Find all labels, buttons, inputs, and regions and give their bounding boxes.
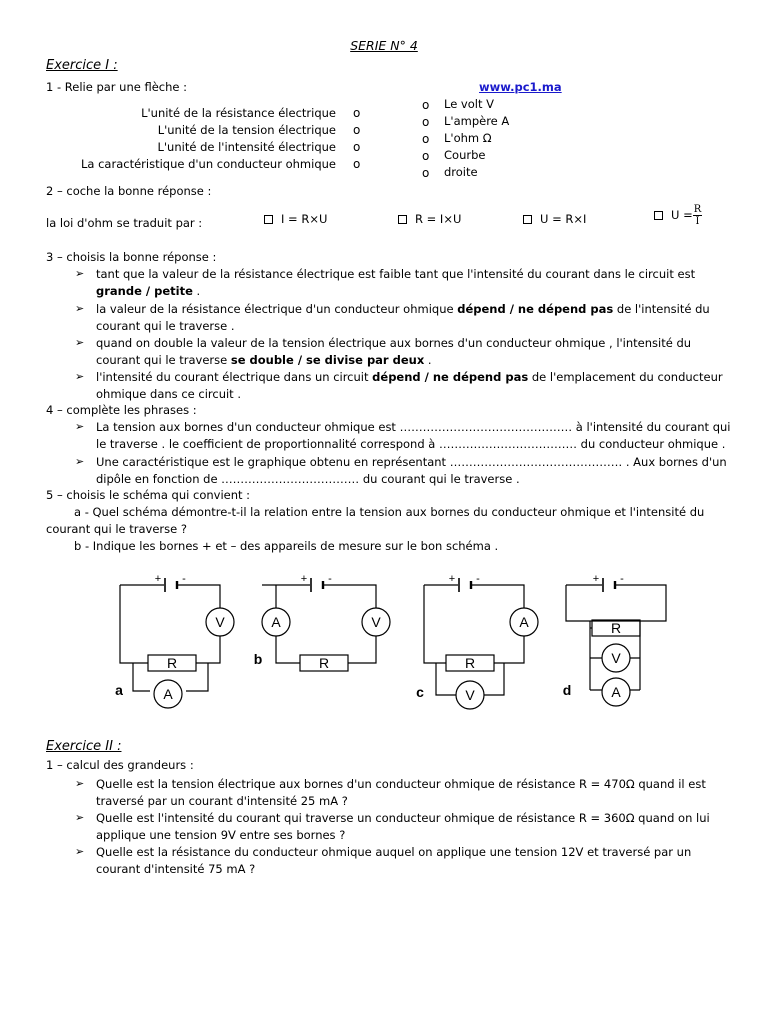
match-point[interactable]: o <box>422 115 430 129</box>
page-title: SERIE N° 4 <box>350 38 418 53</box>
fraction-r-over-i: $\frac{R}{I}$ <box>693 204 702 227</box>
match-point[interactable]: o <box>353 157 361 171</box>
ex2-question: Quelle est l'intensité du courant qui traverse un conducteur ohmique de résistance R = 360Ω quand on lui applique une tension 9V entre ses bornes ? <box>96 811 710 842</box>
bullet-icon: ➢ <box>75 777 85 790</box>
circuit-c <box>424 578 538 709</box>
bullet-icon: ➢ <box>75 811 85 824</box>
plus-sign: + <box>592 573 600 585</box>
resistor-label: R <box>464 655 476 671</box>
bullet-icon: ➢ <box>75 336 85 349</box>
circuit-label-b: b <box>253 651 263 667</box>
circuit-label-a: a <box>115 682 123 698</box>
match-point[interactable]: o <box>353 106 361 120</box>
minus-sign: - <box>476 573 480 585</box>
q4-item: La tension aux bornes d'un conducteur ohmique est ……………………………………… à l'intensité du courant qui le traverse . le coefficient de proportionnalité correspond à ……………………………… du conducteur ohmique . <box>96 420 731 451</box>
plus-sign: + <box>448 573 456 585</box>
ex2-question: Quelle est la tension électrique aux bornes d'un conducteur ohmique de résistance R = 470Ω quand il est traversé par un courant d'intensité 25 mA ? <box>96 777 706 808</box>
match-left-item: La caractéristique d'un conducteur ohmique <box>81 157 336 171</box>
circuit-a <box>120 578 234 708</box>
q4-label: 4 – complète les phrases : <box>46 403 197 417</box>
q1-label: 1 - Relie par une flèche : <box>46 80 188 94</box>
option-1[interactable]: I = R×U <box>264 212 327 226</box>
q3-item: tant que la valeur de la résistance électrique est faible tant que l'intensité du courant dans le circuit est grande / petite . <box>96 267 696 298</box>
match-right-item: droite <box>444 165 478 179</box>
q3-item: l'intensité du courant électrique dans un circuit dépend / ne dépend pas de l'emplacement du conducteur ohmique dans ce circuit . <box>96 370 723 401</box>
bullet-icon: ➢ <box>75 845 85 858</box>
minus-sign: - <box>620 573 624 585</box>
voltmeter-label: V <box>465 687 475 703</box>
q3-label: 3 – choisis la bonne réponse : <box>46 250 217 264</box>
resistor-label: R <box>166 655 178 671</box>
q2-prompt: la loi d'ohm se traduit par : <box>46 216 203 230</box>
circuit-label-d: d <box>562 682 572 698</box>
match-right-item: Le volt V <box>444 97 495 111</box>
ammeter-label: A <box>519 614 529 630</box>
match-point[interactable]: o <box>422 98 430 112</box>
circuit-diagrams <box>0 565 768 725</box>
bullet-icon: ➢ <box>75 302 85 315</box>
voltmeter-label: V <box>215 614 225 630</box>
match-point[interactable]: o <box>353 123 361 137</box>
ammeter-label: A <box>611 684 621 700</box>
checkbox[interactable] <box>398 215 407 224</box>
q2-label: 2 – coche la bonne réponse : <box>46 184 212 198</box>
match-left-item: L'unité de la résistance électrique <box>141 106 336 120</box>
q5-label: 5 – choisis le schéma qui convient : <box>46 488 251 502</box>
match-left-item: L'unité de l'intensité électrique <box>157 140 336 154</box>
match-point[interactable]: o <box>422 132 430 146</box>
checkbox[interactable] <box>654 211 663 220</box>
minus-sign: - <box>182 573 186 585</box>
q3-item: quand on double la valeur de la tension électrique aux bornes d'un conducteur ohmique , l'intensité du courant qui le traverse se double / se divise par deux . <box>96 336 692 367</box>
voltmeter-label: V <box>371 614 381 630</box>
checkbox[interactable] <box>523 215 532 224</box>
resistor-label: R <box>610 620 622 636</box>
voltmeter-label: V <box>611 650 621 666</box>
match-point[interactable]: o <box>422 166 430 180</box>
plus-sign: + <box>154 573 162 585</box>
match-point[interactable]: o <box>422 149 430 163</box>
q3-item: la valeur de la résistance électrique d'un conducteur ohmique dépend / ne dépend pas de l'intensité du courant qui le traverse . <box>96 302 710 333</box>
q4-item: Une caractéristique est le graphique obtenu en représentant ……………………………………… . Aux bornes d'un dipôle en fonction de ……………………………… du courant qui le traverse . <box>96 455 727 486</box>
option-4[interactable]: U = $\frac{R}{I}$ <box>654 204 702 227</box>
plus-sign: + <box>300 573 308 585</box>
circuit-label-c: c <box>416 684 424 700</box>
match-right-item: Courbe <box>444 148 486 162</box>
bullet-icon: ➢ <box>75 455 85 468</box>
match-left-item: L'unité de la tension électrique <box>157 123 336 137</box>
match-right-item: L'ohm Ω <box>444 131 492 145</box>
exercise-1-heading: Exercice I : <box>46 58 118 73</box>
bullet-icon: ➢ <box>75 420 85 433</box>
exercise-2-heading: Exercice II : <box>46 739 122 754</box>
q5-part-b: b - Indique les bornes + et – des appareils de mesure sur le bon schéma . <box>74 539 499 553</box>
option-3[interactable]: U = R×I <box>523 212 586 226</box>
bullet-icon: ➢ <box>75 267 85 280</box>
q5-part-a: a - Quel schéma démontre-t-il la relation entre la tension aux bornes du conducteur ohmique et l'intensité du courant qui le traverse ? <box>46 505 705 536</box>
checkbox[interactable] <box>264 215 273 224</box>
option-2[interactable]: R = I×U <box>398 212 461 226</box>
bullet-icon: ➢ <box>75 370 85 383</box>
match-point[interactable]: o <box>353 140 361 154</box>
ammeter-label: A <box>271 614 281 630</box>
ammeter-label: A <box>163 686 173 702</box>
match-right-item: L'ampère A <box>444 114 510 128</box>
ex2-question: Quelle est la résistance du conducteur ohmique auquel on applique une tension 12V et traversé par un courant d'intensité 75 mA ? <box>96 845 692 876</box>
website-link[interactable]: www.pc1.ma <box>479 80 562 94</box>
resistor-label: R <box>318 655 330 671</box>
minus-sign: - <box>328 573 332 585</box>
ex2-q1-label: 1 – calcul des grandeurs : <box>46 758 194 772</box>
